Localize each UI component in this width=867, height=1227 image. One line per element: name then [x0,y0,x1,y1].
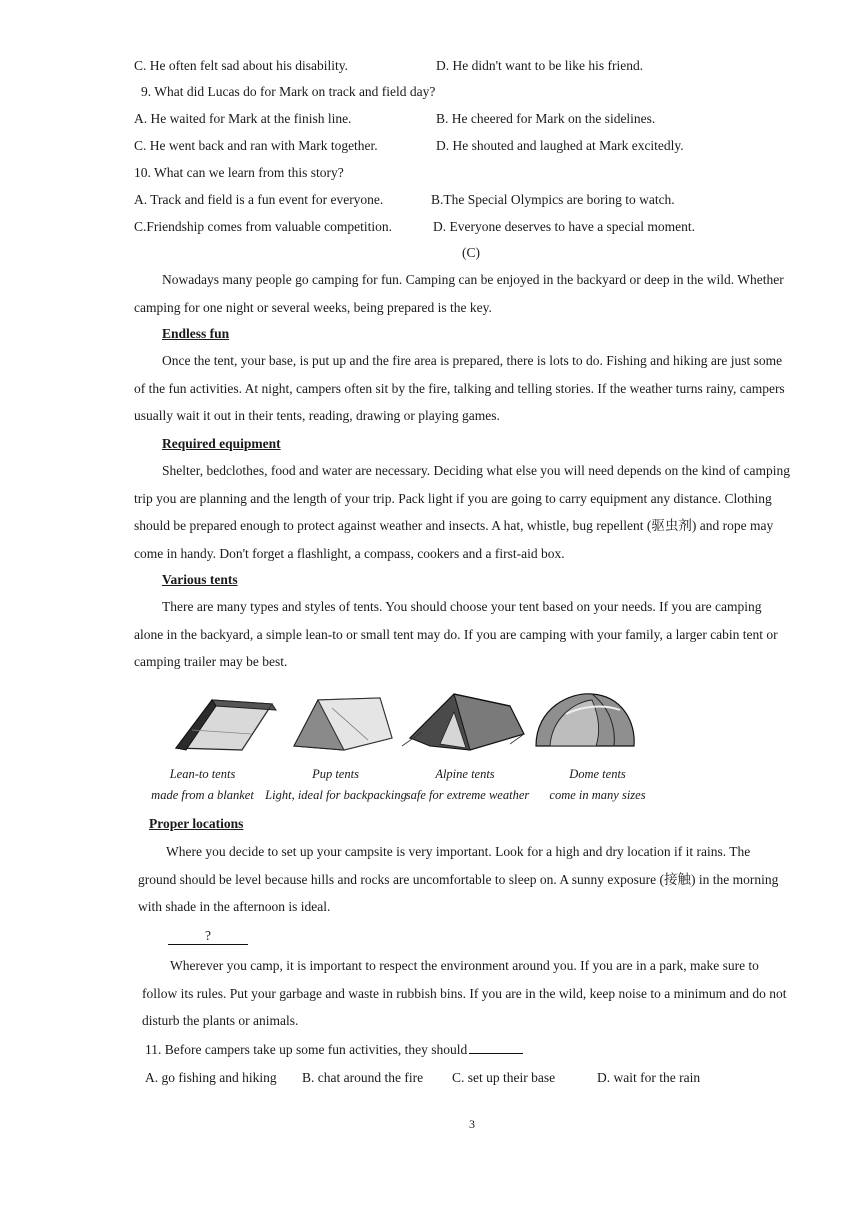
q9-option-d: D. He shouted and laughed at Mark excitedly. [436,138,684,153]
section-label: (C) [462,245,480,260]
q11-stem-text: 11. Before campers take up some fun activities, they should [145,1042,468,1057]
tent-caption-desc-pup: Light, ideal for backpacking [265,788,407,802]
q9-option-b: B. He cheered for Mark on the sidelines. [436,111,656,126]
tent-caption-desc-dome: come in many sizes [549,788,646,802]
tent-caption-desc-lean-to: made from a blanket [151,788,254,802]
alpine-tent-icon [400,686,530,754]
page-number: 3 [469,1117,475,1131]
endless-fun-paragraph: Once the tent, your base, is put up and the fire area is prepared, there is lots to do. Fishing and hiking are just some of the fun activities. At night, campers often sit by the fire, talking and telling stories. If the weather turns rainy, campers usually wait it out in their tents, reading, drawing or playing games. [134,353,785,423]
required-equipment-paragraph: Shelter, bedclothes, food and water are necessary. Deciding what else you will need depends on the kind of camping trip you are planning and the length of your trip. Pack light if you are going to carry equipment any distance. Clothing should be prepared enough to protect against weather and insects. A hat, whistle, bug repellent (驱虫剂) and rope may come in handy. Don't forget a flashlight, a compass, cookers and a first-aid box. [134,463,791,561]
lean-to-tent-icon [172,690,282,755]
q10-option-a: A. Track and field is a fun event for everyone. [134,192,384,207]
q11-option-d: D. wait for the rain [597,1070,701,1085]
tent-caption-desc-alpine: safe for extreme weather [405,788,530,802]
dome-tent-icon [530,688,640,754]
q11-option-b: B. chat around the fire [302,1070,424,1085]
tent-caption-name-dome: Dome tents [569,767,626,781]
q9-option-c: C. He went back and ran with Mark together. [134,138,378,153]
q11-stem [145,1042,523,1058]
heading-required-equipment: Required equipment [162,436,281,451]
q10-option-d: D. Everyone deserves to have a special moment. [433,219,696,234]
tent-caption-name-lean-to: Lean-to tents [169,767,236,781]
tent-caption-name-alpine: Alpine tents [435,767,495,781]
intro-paragraph: Nowadays many people go camping for fun. Camping can be enjoyed in the backyard or deep in the wild. Whether camping for one night or several weeks, being prepared is the key. [134,272,784,315]
last-section-paragraph: Wherever you camp, it is important to respect the environment around you. If you are in a park, make sure to follow its rules. Put your garbage and waste in rubbish bins. If you are in the wild, keep noise to a minimum and do not disturb the plants or animals. [142,958,787,1028]
heading-various-tents: Various tents [162,572,238,587]
q10-stem: 10. What can we learn from this story? [134,165,344,180]
q10-option-b: B.The Special Olympics are boring to watch. [431,192,675,207]
missing-heading-mark: ? [205,928,211,943]
pup-tent-icon [288,688,398,753]
q11-option-a: A. go fishing and hiking [145,1070,277,1085]
q11-answer-blank [469,1053,523,1054]
q9-stem: 9. What did Lucas do for Mark on track and field day? [141,84,436,99]
heading-endless-fun: Endless fun [162,326,230,341]
heading-proper-locations: Proper locations [149,816,244,831]
various-tents-paragraph: There are many types and styles of tents. You should choose your tent based on your needs. If you are camping alone in the backyard, a simple lean-to or small tent may do. If you are camping with your family, a larger cabin tent or camping trailer may be best. [134,599,778,669]
tent-caption-name-pup: Pup tents [312,767,359,781]
q9-option-a: A. He waited for Mark at the finish line. [134,111,352,126]
q10-option-c: C.Friendship comes from valuable competition. [134,219,392,234]
q11-option-c: C. set up their base [452,1070,556,1085]
missing-heading-blank [168,928,248,945]
q8-option-c: C. He often felt sad about his disability. [134,58,348,73]
q8-option-d: D. He didn't want to be like his friend. [436,58,644,73]
proper-locations-paragraph: Where you decide to set up your campsite is very important. Look for a high and dry location if it rains. The ground should be level because hills and rocks are uncomfortable to sleep on. A sunny exposure (接触) in the morning with shade in the afternoon is ideal. [138,844,779,914]
